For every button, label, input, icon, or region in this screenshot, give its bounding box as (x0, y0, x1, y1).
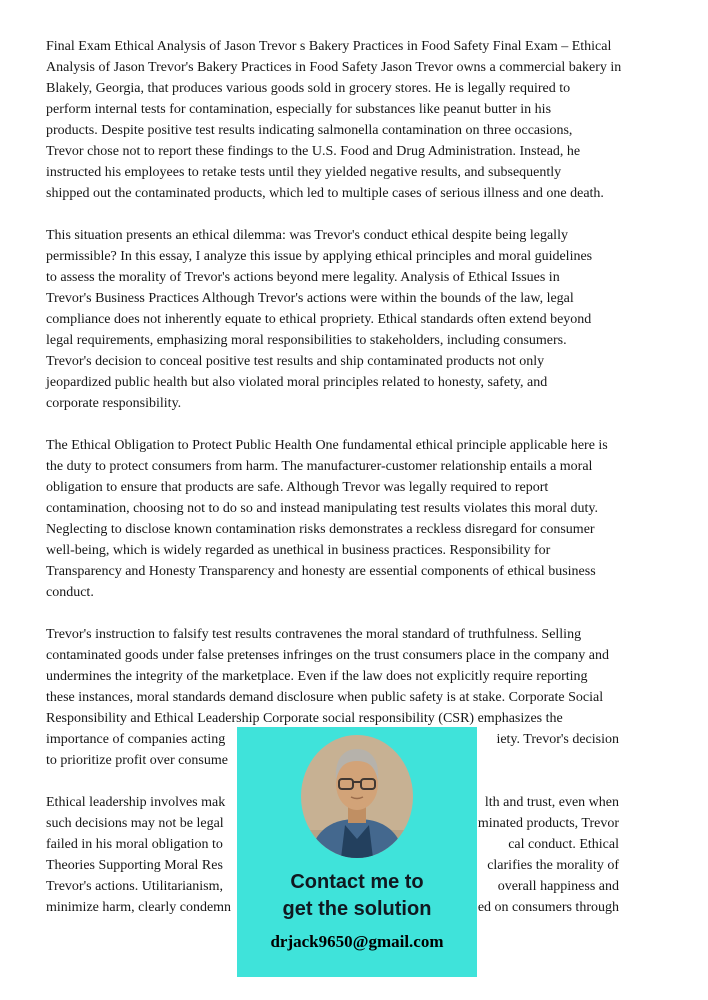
text-fragment-right: iety. Trevor's decision (496, 732, 619, 747)
contact-email: drjack9650@gmail.com (270, 932, 444, 951)
text-fragment-right: minated products, Trevor (477, 816, 619, 831)
text-line: Responsibility and Ethical Leadership Corporate social responsibility (CSR) emphasizes the (46, 711, 563, 726)
contact-headline-line1: Contact me to (290, 871, 424, 893)
text-line: Blakely, Georgia, that produces various goods sold in grocery stores. He is legally required to (46, 81, 571, 96)
contact-headline-line2: get the solution (282, 898, 432, 920)
text-fragment-left: Theories Supporting Moral Res (46, 858, 223, 873)
text-line: permissible? In this essay, I analyze this issue by applying ethical principles and moral guidelines (46, 249, 593, 264)
text-line: Analysis of Jason Trevor's Bakery Practices in Food Safety Jason Trevor owns a commercial bakery in (46, 60, 622, 75)
text-fragment-left: minimize harm, clearly condemn (46, 900, 232, 915)
text-line: undermines the integrity of the marketplace. Even if the law does not explicitly require reporting (46, 669, 588, 684)
text-line: corporate responsibility. (46, 396, 182, 411)
text-line: these instances, moral standards demand disclosure when public safety is at stake. Corporate Social (46, 690, 604, 705)
text-line: Final Exam Ethical Analysis of Jason Trevor s Bakery Practices in Food Safety Final Exam – Ethical (46, 39, 612, 54)
text-line: shipped out the contaminated products, which led to multiple cases of serious illness and one death. (46, 186, 604, 201)
text-line: Trevor's decision to conceal positive test results and ship contaminated products not only (46, 354, 545, 369)
text-fragment-right: cal conduct. Ethical (508, 837, 619, 852)
text-line: Trevor chose not to report these findings to the U.S. Food and Drug Administration. Instead, he (46, 144, 581, 159)
text-fragment-right: lth and trust, even when (484, 795, 619, 810)
text-line: products. Despite positive test results indicating salmonella contamination on three occasions, (46, 123, 573, 138)
text-line: contamination, choosing not to do so and instead manipulating test results violates this moral duty. (46, 501, 599, 516)
text-fragment-left: such decisions may not be legal (46, 816, 224, 831)
text-line: The Ethical Obligation to Protect Public Health One fundamental ethical principle applicable here is (46, 438, 608, 453)
text-fragment-right: ed on consumers through (477, 900, 619, 915)
contact-ad-overlay[interactable] (237, 727, 477, 977)
text-line: conduct. (46, 585, 94, 600)
paragraph (46, 225, 664, 414)
text-line: obligation to ensure that products are safe. Although Trevor was legally required to report (46, 480, 549, 495)
text-fragment-left: Trevor's actions. Utilitarianism, (46, 879, 223, 894)
text-line: Transparency and Honesty Transparency and honesty are essential components of ethical business (46, 564, 596, 579)
text-fragment-left: failed in his moral obligation to (46, 837, 223, 852)
text-line: Neglecting to disclose known contamination risks demonstrates a reckless disregard for consumer (46, 522, 595, 537)
text-fragment-right: clarifies the morality of (487, 858, 619, 873)
text-line: Trevor's Business Practices Although Trevor's actions were within the bounds of the law, legal (46, 291, 574, 306)
text-line: jeopardized public health but also violated moral principles related to honesty, safety, and (46, 375, 548, 390)
contact-headline (283, 869, 432, 923)
text-line: instructed his employees to retake tests until they yielded negative results, and subsequently (46, 165, 562, 180)
text-fragment-left: to prioritize profit over consume (46, 753, 228, 768)
text-fragment-right: overall happiness and (497, 879, 619, 894)
text-line: contaminated goods under false pretenses infringes on the trust consumers place in the company and (46, 648, 609, 663)
text-line: the duty to protect consumers from harm. The manufacturer-customer relationship entails a moral (46, 459, 593, 474)
portrait-svg (301, 735, 413, 858)
text-fragment-left: importance of companies acting (46, 732, 226, 747)
text-line: Trevor's instruction to falsify test results contravenes the moral standard of truthfulness. Selling (46, 627, 582, 642)
text-line: well-being, which is widely regarded as unethical in business practices. Responsibility for (46, 543, 551, 558)
paragraph (46, 435, 664, 603)
tutor-portrait-photo (301, 735, 413, 858)
text-line: to assess the morality of Trevor's actions beyond mere legality. Analysis of Ethical Issues in (46, 270, 560, 285)
paragraph (46, 36, 664, 204)
text-line: perform internal tests for contamination, especially for substances like peanut butter in his (46, 102, 552, 117)
text-line: This situation presents an ethical dilemma: was Trevor's conduct ethical despite being legally (46, 228, 568, 243)
text-line: compliance does not inherently equate to ethical propriety. Ethical standards often extend beyond (46, 312, 592, 327)
text-fragment-left: Ethical leadership involves mak (46, 795, 226, 810)
text-line: legal requirements, emphasizing moral responsibilities to stakeholders, including consumers. (46, 333, 567, 348)
